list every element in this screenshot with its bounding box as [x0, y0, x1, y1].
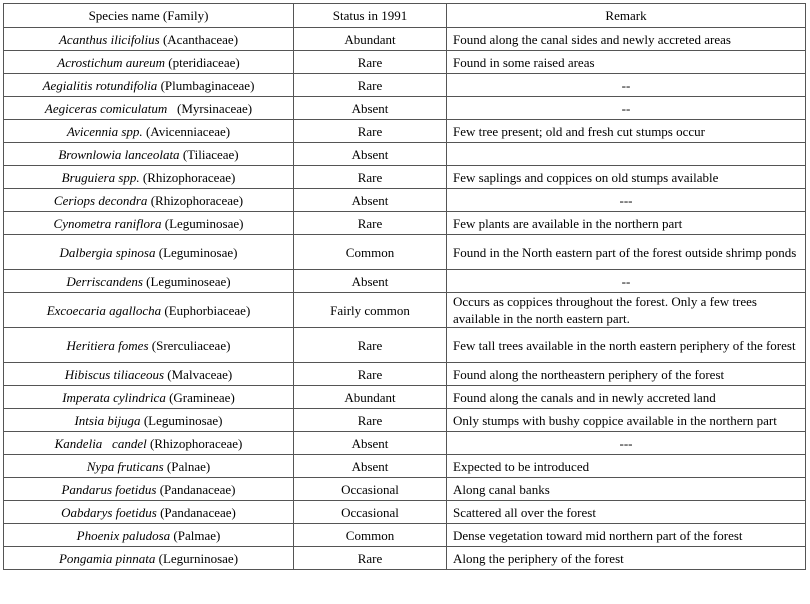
status-cell: Rare	[294, 51, 447, 74]
status-cell: Abundant	[294, 386, 447, 409]
status-cell: Common	[294, 235, 447, 270]
remark-cell: Found along the northeastern periphery of the forest	[447, 363, 806, 386]
scientific-name: Avicennia spp.	[66, 123, 143, 139]
table-row	[4, 524, 806, 547]
table-row	[4, 478, 806, 501]
header-species: Species name (Family)	[4, 4, 294, 28]
remark-cell: Few plants are available in the northern part	[447, 212, 806, 235]
species-cell	[4, 409, 294, 432]
family-name: (Pandanaceae)	[160, 504, 236, 520]
table-row	[4, 501, 806, 524]
table-row	[4, 120, 806, 143]
status-cell: Rare	[294, 212, 447, 235]
family-name: (Myrsinaceae)	[170, 100, 253, 116]
table-row	[4, 432, 806, 455]
species-cell	[4, 235, 294, 270]
scientific-name: Pongamia pinnata	[58, 550, 156, 566]
table-row	[4, 386, 806, 409]
scientific-name: Excoecaria agallocha	[46, 302, 162, 318]
header-row	[4, 4, 806, 28]
scientific-name: Pandarus foetidus	[61, 481, 157, 497]
status-cell: Rare	[294, 166, 447, 189]
species-cell	[4, 189, 294, 212]
status-cell: Rare	[294, 409, 447, 432]
remark-cell: Few tall trees available in the north eastern periphery of the forest	[447, 328, 806, 363]
species-cell	[4, 120, 294, 143]
scientific-name: Phoenix paludosa	[76, 527, 171, 543]
family-name: (Leguminoseae)	[146, 273, 231, 289]
species-cell	[4, 97, 294, 120]
table-row	[4, 51, 806, 74]
remark-cell: Few saplings and coppices on old stumps available	[447, 166, 806, 189]
scientific-name: Dalbergia spinosa	[59, 244, 156, 260]
family-name: (Pandanaceae)	[159, 481, 236, 497]
table-row	[4, 409, 806, 432]
scientific-name: Cynometra raniflora	[53, 215, 162, 231]
scientific-name: Imperata cylindrica	[62, 389, 166, 405]
remark-cell: Found along the canal sides and newly accreted areas	[447, 28, 806, 51]
status-cell: Occasional	[294, 478, 447, 501]
status-cell: Rare	[294, 120, 447, 143]
remark-cell: Only stumps with bushy coppice available in the northern part	[447, 409, 806, 432]
species-cell	[4, 166, 294, 189]
remark-cell: Few tree present; old and fresh cut stumps occur	[447, 120, 806, 143]
status-cell: Absent	[294, 432, 447, 455]
remark-cell: ---	[447, 189, 806, 212]
family-name: (Srerculiaceae)	[151, 337, 231, 353]
family-name: (Avicenniaceae)	[145, 123, 231, 139]
scientific-name: Brownlowia lanceolata	[58, 146, 180, 162]
family-name: (Euphorbiaceae)	[164, 302, 251, 318]
remark-cell: --	[447, 97, 806, 120]
table-row	[4, 74, 806, 97]
remark-cell: Found along the canals and in newly accreted land	[447, 386, 806, 409]
species-cell	[4, 28, 294, 51]
status-cell: Absent	[294, 143, 447, 166]
family-name: (Rhizophoraceae)	[149, 435, 243, 451]
scientific-name: Intsia bijuga	[74, 412, 141, 428]
table-row	[4, 28, 806, 51]
species-cell	[4, 455, 294, 478]
scientific-name: Kandelia candel	[54, 435, 147, 451]
table-row	[4, 97, 806, 120]
table-row	[4, 547, 806, 570]
family-name: (Plumbaginaceae)	[160, 77, 255, 93]
species-cell	[4, 478, 294, 501]
table-row	[4, 455, 806, 478]
table-row	[4, 166, 806, 189]
family-name: (Acanthaceae)	[162, 31, 239, 47]
table-row	[4, 293, 806, 328]
species-cell	[4, 432, 294, 455]
scientific-name: Acrostichum aureum	[57, 54, 165, 70]
status-cell: Common	[294, 524, 447, 547]
family-name: (pteridiaceae)	[168, 54, 240, 70]
species-status-table	[3, 3, 806, 570]
scientific-name: Derriscandens	[66, 273, 143, 289]
table-row	[4, 363, 806, 386]
scientific-name: Aegiceras comiculatum	[44, 100, 168, 116]
family-name: (Leguminosae)	[164, 215, 244, 231]
species-cell	[4, 51, 294, 74]
remark-cell: Expected to be introduced	[447, 455, 806, 478]
species-cell	[4, 524, 294, 547]
family-name: (Rhizophoraceae)	[150, 192, 244, 208]
table-row	[4, 143, 806, 166]
scientific-name: Acanthus ilicifolius	[58, 31, 160, 47]
scientific-name: Aegialitis rotundifolia	[42, 77, 158, 93]
species-cell	[4, 143, 294, 166]
remark-cell: Scattered all over the forest	[447, 501, 806, 524]
species-cell	[4, 547, 294, 570]
species-cell	[4, 386, 294, 409]
species-cell	[4, 328, 294, 363]
status-cell: Rare	[294, 328, 447, 363]
scientific-name: Heritiera fomes	[66, 337, 149, 353]
remark-cell: Along canal banks	[447, 478, 806, 501]
header-status: Status in 1991	[294, 4, 447, 28]
status-cell: Absent	[294, 189, 447, 212]
family-name: (Leguminosae)	[143, 412, 223, 428]
scientific-name: Ceriops decondra	[53, 192, 148, 208]
status-cell: Occasional	[294, 501, 447, 524]
family-name: (Tiliaceae)	[182, 146, 239, 162]
status-cell: Fairly common	[294, 293, 447, 328]
status-cell: Rare	[294, 363, 447, 386]
header-remark: Remark	[447, 4, 806, 28]
table-row	[4, 235, 806, 270]
remark-cell: ---	[447, 432, 806, 455]
table-row	[4, 328, 806, 363]
family-name: (Legurninosae)	[158, 550, 239, 566]
remark-cell: --	[447, 74, 806, 97]
scientific-name: Nypa fruticans	[86, 458, 164, 474]
species-cell	[4, 74, 294, 97]
species-cell	[4, 212, 294, 235]
species-cell	[4, 270, 294, 293]
family-name: (Palnae)	[166, 458, 211, 474]
table-row	[4, 189, 806, 212]
table-row	[4, 212, 806, 235]
family-name: (Gramineae)	[169, 389, 235, 405]
remark-cell: Occurs as coppices throughout the forest. Only a few trees available in the north eastern part.	[447, 293, 806, 328]
remark-cell: Dense vegetation toward mid northern part of the forest	[447, 524, 806, 547]
remark-cell: Found in the North eastern part of the forest outside shrimp ponds	[447, 235, 806, 270]
family-name: (Malvaceae)	[167, 366, 233, 382]
species-cell	[4, 501, 294, 524]
family-name: (Leguminosae)	[158, 244, 238, 260]
status-cell: Absent	[294, 97, 447, 120]
scientific-name: Bruguiera spp.	[61, 169, 140, 185]
status-cell: Abundant	[294, 28, 447, 51]
species-cell	[4, 363, 294, 386]
species-cell	[4, 293, 294, 328]
status-cell: Absent	[294, 455, 447, 478]
family-name: (Rhizophoraceae)	[142, 169, 236, 185]
scientific-name: Hibiscus tiliaceous	[64, 366, 165, 382]
table-row	[4, 270, 806, 293]
status-cell: Rare	[294, 547, 447, 570]
remark-cell: Along the periphery of the forest	[447, 547, 806, 570]
family-name: (Palmae)	[173, 527, 221, 543]
remark-cell	[447, 143, 806, 166]
status-cell: Absent	[294, 270, 447, 293]
scientific-name: Oabdarys foetidus	[61, 504, 157, 520]
remark-cell: --	[447, 270, 806, 293]
status-cell: Rare	[294, 74, 447, 97]
remark-cell: Found in some raised areas	[447, 51, 806, 74]
